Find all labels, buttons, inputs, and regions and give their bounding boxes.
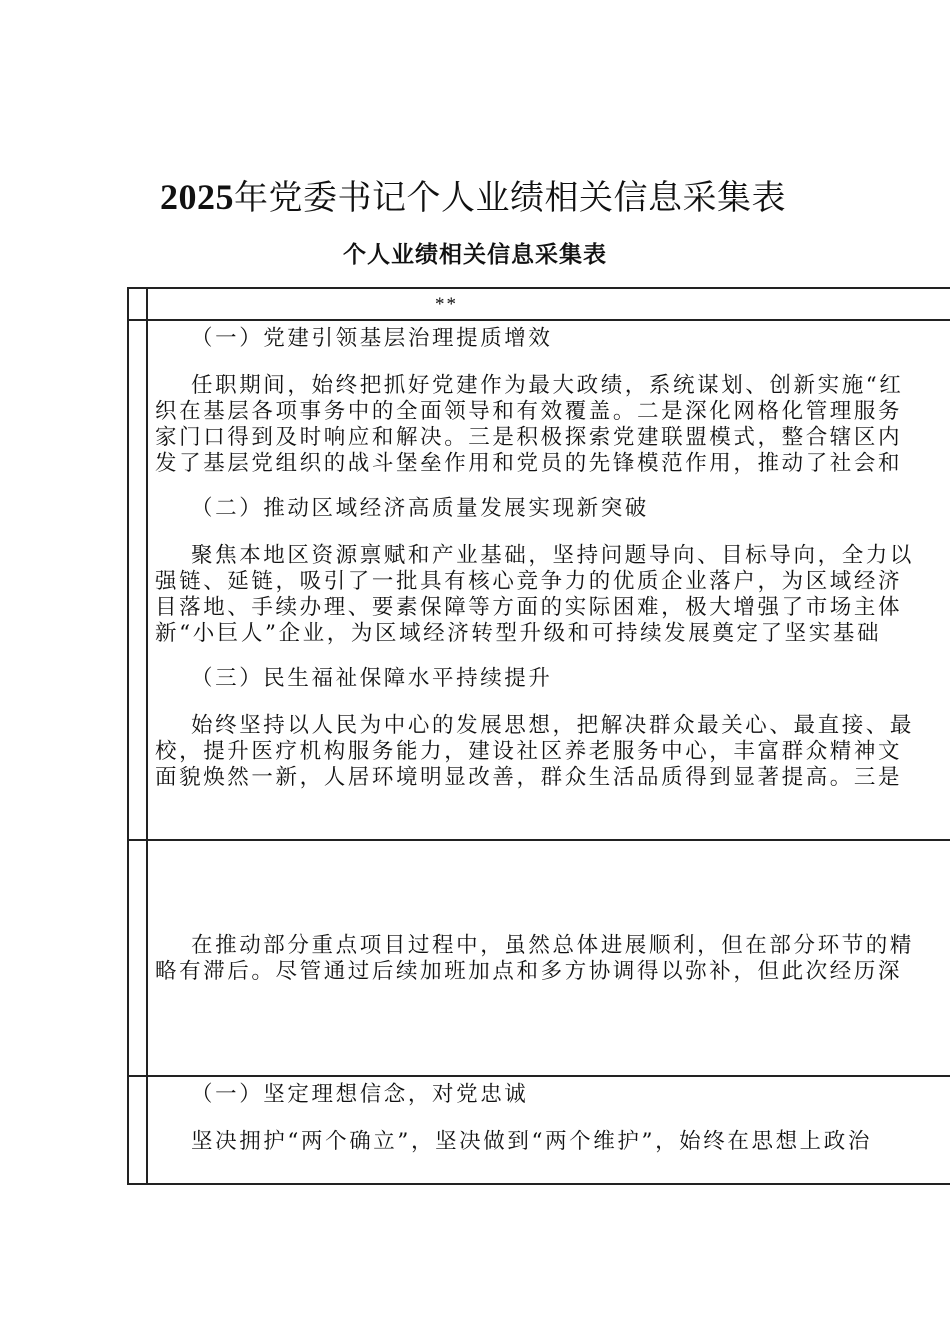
document-title-year: 2025	[160, 177, 234, 217]
table-header-label: **	[435, 294, 458, 315]
paragraph-line: 织在基层各项事务中的全面领导和有效覆盖。二是深化网格化管理服务	[155, 399, 903, 424]
paragraph-line: 聚焦本地区资源禀赋和产业基础，坚持问题导向、目标导向，全力以	[191, 543, 915, 568]
info-collection-table	[127, 287, 950, 1185]
paragraph-line: 略有滞后。尽管通过后续加班加点和多方协调得以弥补，但此次经历深	[155, 959, 903, 984]
paragraph-line: 发了基层党组织的战斗堡垒作用和党员的先锋模范作用，推动了社会和	[155, 451, 903, 476]
achievements-cell	[155, 323, 914, 791]
paragraph-line: 新“小巨人”企业，为区域经济转型升级和可持续发展奠定了坚实基础	[155, 621, 882, 646]
paragraph-line: 家门口得到及时响应和解决。三是积极探索党建联盟模式，整合辖区内	[155, 425, 903, 450]
section-divider	[129, 1075, 950, 1077]
section-divider	[129, 839, 950, 841]
paragraph-line: 目落地、手续办理、要素保障等方面的实际困难，极大增强了市场主体	[155, 595, 903, 620]
section-heading-livelihood: （三）民生福祉保障水平持续提升	[191, 666, 553, 691]
section-heading-economy: （二）推动区域经济高质量发展实现新突破	[191, 496, 649, 521]
political-quality-cell	[155, 1079, 872, 1155]
document-title	[160, 170, 786, 219]
paragraph-line: 坚决拥护“两个确立”，坚决做到“两个维护”，始终在思想上政治	[191, 1129, 872, 1154]
paragraph-line: 强链、延链，吸引了一批具有核心竞争力的优质企业落户，为区域经济	[155, 569, 903, 594]
shortcomings-cell	[155, 933, 914, 985]
paragraph-line: 始终坚持以人民为中心的发展思想，把解决群众最关心、最直接、最	[191, 713, 915, 738]
table-left-column-divider	[146, 289, 148, 1183]
document-title-text: 年党委书记个人业绩相关信息采集表	[234, 178, 786, 218]
paragraph-line: 任职期间，始终把抓好党建作为最大政绩，系统谋划、创新实施“红	[191, 373, 904, 398]
paragraph-line: 校，提升医疗机构服务能力，建设社区养老服务中心，丰富群众精神文	[155, 739, 903, 764]
section-heading-ideals: （一）坚定理想信念，对党忠诚	[191, 1082, 529, 1107]
section-heading-party-building: （一）党建引领基层治理提质增效	[191, 326, 553, 351]
table-header-divider	[129, 319, 950, 321]
paragraph-line: 面貌焕然一新，人居环境明显改善，群众生活品质得到显著提高。三是	[155, 765, 903, 790]
paragraph-line: 在推动部分重点项目过程中，虽然总体进展顺利，但在部分环节的精	[191, 933, 915, 958]
form-subtitle: 个人业绩相关信息采集表	[343, 242, 607, 268]
